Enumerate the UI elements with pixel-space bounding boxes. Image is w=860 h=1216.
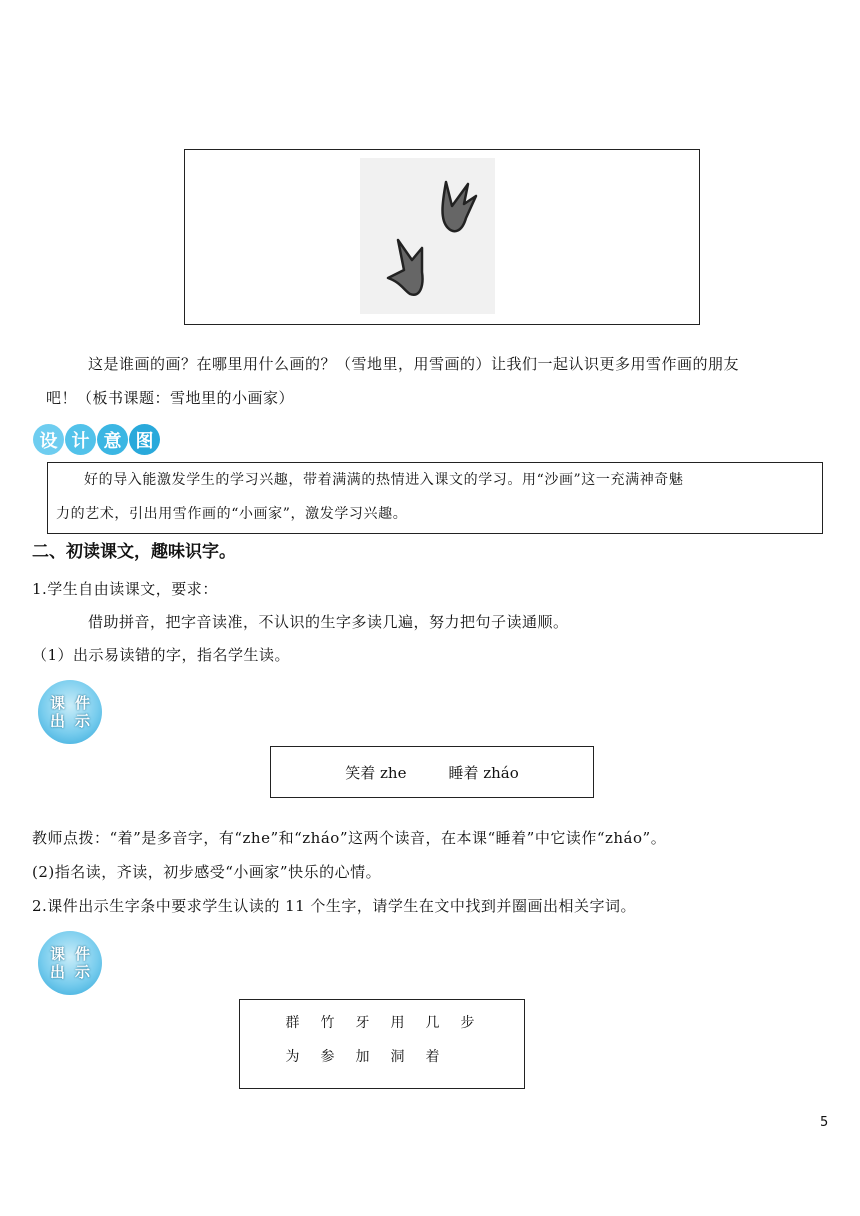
badge-char: 意	[97, 424, 128, 455]
badge-char: 课	[49, 945, 65, 963]
intro-line-2: 吧！（板书课题：雪地里的小画家）	[46, 389, 295, 407]
badge-char: 设	[33, 424, 64, 455]
intro-line-1: 这是谁画的画？在哪里用什么画的？（雪地里，用雪画的）让我们一起认识更多用雪作画的朋友	[88, 355, 740, 373]
char: 牙	[355, 1015, 370, 1031]
teacher-note: 教师点拨：“着”是多音字，有“zhe”和“zháo”这两个读音，在本课“睡着”中它读作“zháo”。	[32, 829, 667, 847]
char: 洞	[390, 1049, 405, 1065]
badge-char: 出	[49, 712, 65, 730]
pinyin-item: 睡着 zháo	[448, 763, 519, 782]
char: 为	[285, 1049, 300, 1065]
badge-char: 件	[75, 945, 91, 963]
courseware-badge-icon	[38, 931, 102, 995]
char: 群	[285, 1015, 300, 1031]
characters-box	[239, 999, 525, 1089]
badge-char: 课	[49, 694, 65, 712]
design-intent-line-1: 好的导入能激发学生的学习兴趣，带着满满的热情进入课文的学习。用“沙画”这一充满神奇魅	[84, 472, 684, 488]
badge-char: 出	[49, 963, 65, 981]
char: 几	[425, 1015, 440, 1031]
footprint-lower	[388, 240, 423, 295]
char: 参	[320, 1049, 335, 1065]
item-1: 1.学生自由读课文，要求：	[32, 580, 218, 598]
char-row	[240, 1046, 524, 1066]
design-intent-badge	[33, 424, 160, 456]
section-heading: 二、初读课文，趣味识字。	[32, 542, 236, 562]
char: 加	[355, 1049, 370, 1065]
char: 步	[460, 1015, 475, 1031]
badge-char: 件	[75, 694, 91, 712]
char: 着	[425, 1049, 440, 1065]
footprints-image	[380, 160, 500, 310]
char: 竹	[320, 1015, 335, 1031]
item-1-detail: 借助拼音，把字音读准，不认识的生字多读几遍，努力把句子读通顺。	[88, 613, 569, 631]
design-intent-box	[47, 462, 823, 534]
footprint-upper	[443, 182, 477, 231]
badge-char: 示	[75, 963, 91, 981]
badge-char: 示	[75, 712, 91, 730]
pinyin-item: 笑着 zhe	[345, 763, 407, 782]
badge-char: 图	[129, 424, 160, 455]
item-2: 2.课件出示生字条中要求学生认读的 11 个生字，请学生在文中找到并圈画出相关字词。	[32, 897, 636, 915]
design-intent-line-2: 力的艺术，引出用雪作画的“小画家”，激发学习兴趣。	[56, 506, 408, 522]
char: 用	[390, 1015, 405, 1031]
page-number: 5	[820, 1115, 829, 1130]
badge-char: 计	[65, 424, 96, 455]
courseware-badge-icon	[38, 680, 102, 744]
pinyin-box	[270, 746, 594, 798]
sub-item-1: （1）出示易读错的字，指名学生读。	[32, 646, 291, 664]
sub-item-2: (2)指名读，齐读，初步感受“小画家”快乐的心情。	[32, 863, 382, 881]
char-row	[240, 1012, 524, 1032]
